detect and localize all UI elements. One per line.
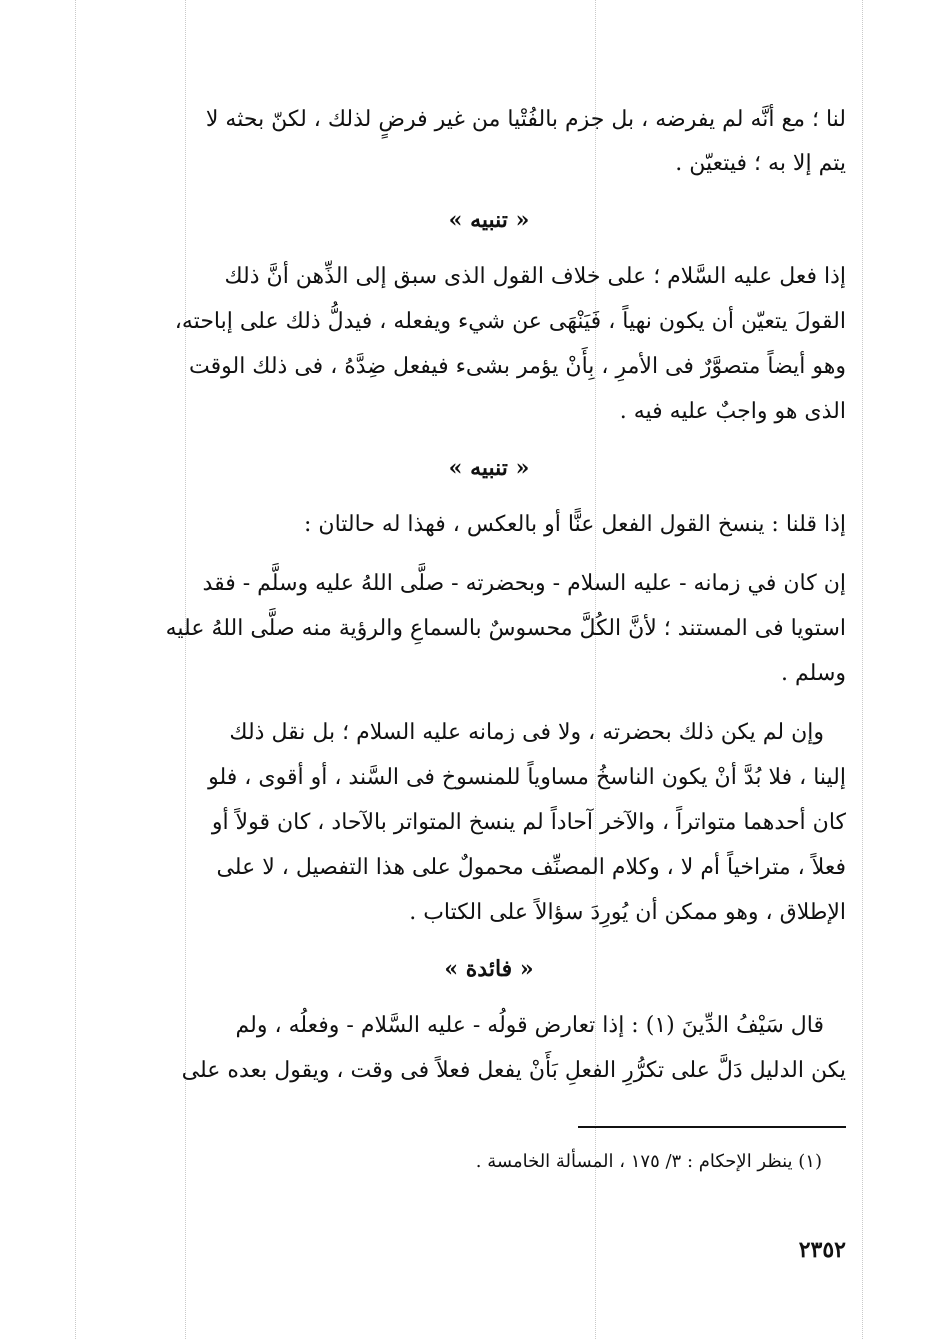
scan-guide-line: [862, 0, 863, 1339]
intro-line-2: يتم إلا به ؛ فيتعيّن .: [675, 151, 846, 176]
footnote-separator: [578, 1126, 846, 1128]
section1-line-2: القولَ يتعيّن أن يكون نهياً ، فَيَنْهَى عن شيء ويفعله ، فيدلُّ ذلك على إباحته،: [174, 309, 846, 334]
section2-para1-line-1: إن كان في زمانه - عليه السلام - وبحضرته - صلَّى اللهُ عليه وسلَّم - فقد: [202, 571, 846, 596]
section3-line-2: يكن الدليل دَلَّ على تكرُّرِ الفعلِ بَأَنْ يفعل فعلاً فى وقت ، ويقول بعده على: [181, 1058, 846, 1083]
section2-intro: إذا قلنا : ينسخ القول الفعل عنًّا أو بالعكس ، فهذا له حالتان :: [304, 512, 846, 537]
section3-line-1: قال سَيْفُ الدِّينَ (١) : إذا تعارض قولُه - عليه السَّلام - وفعلُه ، ولم: [235, 1013, 824, 1038]
section2-para2-line-1: وإن لم يكن ذلك بحضرته ، ولا فى زمانه عليه السلام ؛ بل نقل ذلك: [229, 720, 824, 745]
section1-line-3: وهو أيضاً متصوَّرٌ فى الأمرِ ، بِأَنْ يؤمر بشىء فيفعل ضِدَّهُ ، فى ذلك الوقت: [189, 354, 846, 379]
section-heading-tanbih-1: « تنبيه »: [448, 207, 530, 233]
section1-line-4: الذى هو واجبٌ عليه فيه .: [619, 399, 846, 424]
section2-para2-line-5: الإطلاق ، وهو ممكن أن يُورِدَ سؤالاً على الكتاب .: [409, 900, 846, 925]
section-heading-faida: « فائدة »: [444, 956, 534, 982]
page-number: ٢٣٥٢: [798, 1237, 846, 1263]
main-text: [132, 98, 846, 1093]
section-heading-tanbih-2: « تنبيه »: [448, 455, 530, 481]
footnote: (١) ينظر الإحكام : ٣/ ١٧٥ ، المسألة الخامسة .: [475, 1151, 822, 1172]
section2-para2-line-4: فعلاً ، متراخياً أم لا ، وكلام المصنِّف محمولٌ على هذا التفصيل ، لا على: [216, 855, 846, 880]
section2-para1-line-3: وسلم .: [781, 661, 846, 686]
intro-line-1: لنا ؛ مع أنَّه لم يفرضه ، بل جزم بالفُتْيا من غير فرضٍ لذلك ، لكنّ بحثه لا: [205, 107, 846, 132]
section2-para2-line-2: إلينا ، فلا بُدَّ أنْ يكون الناسخُ مساوياً للمنسوخ فى السَّند ، أو أقوى ، فلو: [208, 765, 846, 790]
section1-line-1: إذا فعل عليه السَّلام ؛ على خلاف القول الذى سبق إلى الذِّهن أنَّ ذلك: [224, 264, 846, 289]
section2-para2-line-3: كان أحدهما متواتراً ، والآخر آحاداً لم ينسخ المتواتر بالآحاد ، كان قولاً أو: [211, 810, 846, 835]
scan-guide-line: [75, 0, 76, 1339]
section2-para1-line-2: استويا فى المستند ؛ لأنَّ الكُلَّ محسوسٌ بالسماعِ والرؤية منه صلَّى اللهُ عليه: [165, 616, 846, 641]
